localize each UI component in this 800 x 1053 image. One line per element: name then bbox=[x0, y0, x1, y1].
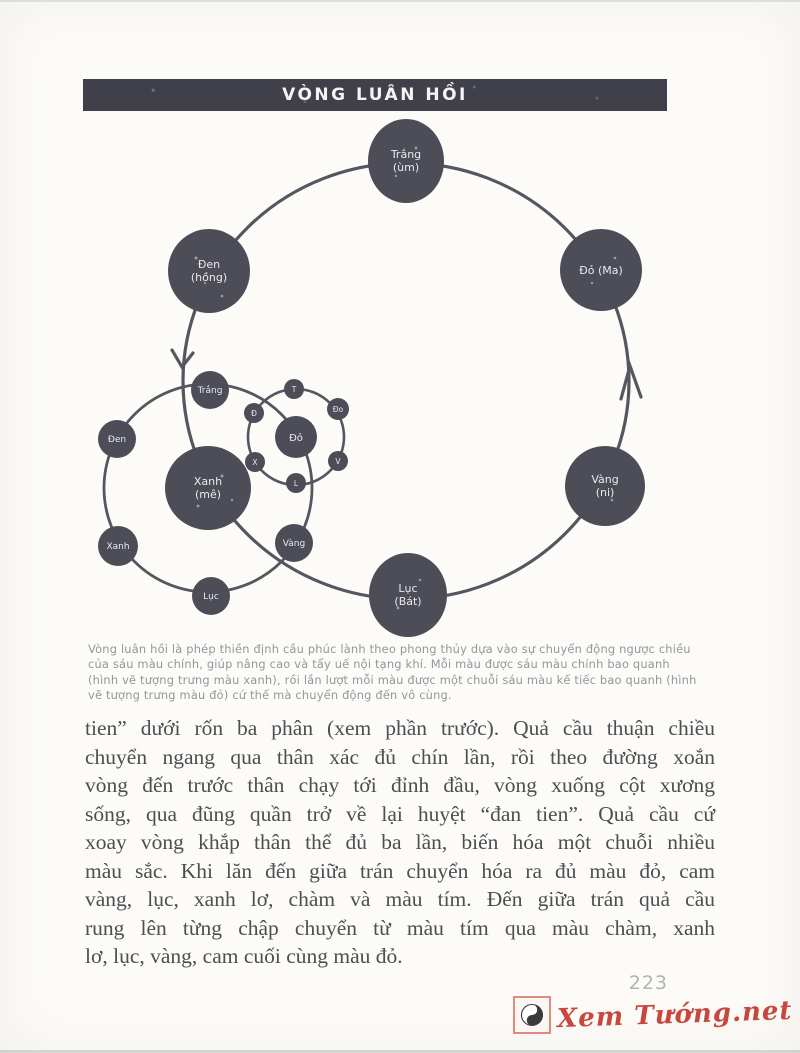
svg-text:X: X bbox=[252, 458, 258, 467]
body-text-line: vòng đến trước thân chạy tới đỉnh đầu, vòng xuống cột xương bbox=[85, 773, 715, 797]
down-arrow-icon bbox=[172, 350, 193, 367]
caption-line: Vòng luân hồi là phép thiền định cầu phúc lành theo phong thủy dựa vào sự chuyển động ngược chiều bbox=[88, 642, 691, 656]
svg-text:Vàng: Vàng bbox=[591, 473, 619, 486]
svg-text:Xanh: Xanh bbox=[106, 542, 130, 552]
satellite-luc bbox=[192, 577, 230, 615]
section-header-bar bbox=[83, 79, 667, 111]
page-title: VÒNG LUÂN HỒI bbox=[282, 85, 468, 105]
yin-yang-icon bbox=[513, 996, 551, 1034]
svg-text:(ni): (ni) bbox=[595, 486, 615, 499]
body-text-line: màu sắc. Khi lăn đến giữa trán chuyển hóa ra đủ màu đỏ, cam bbox=[85, 858, 715, 883]
main-cycle-ring bbox=[183, 163, 629, 599]
svg-text:Đỏ (Ma): Đỏ (Ma) bbox=[579, 264, 623, 277]
page-number: 223 bbox=[628, 972, 668, 994]
svg-text:(Bát): (Bát) bbox=[394, 595, 422, 608]
watermark bbox=[513, 996, 792, 1034]
svg-text:V: V bbox=[335, 457, 341, 466]
svg-text:(ùm): (ùm) bbox=[392, 161, 420, 174]
body-text-line: vàng, lục, xanh lơ, chàm và màu tím. Đến giữa trán quả cầu bbox=[85, 887, 715, 911]
svg-text:T: T bbox=[291, 385, 297, 394]
body-text-line: xoay vòng khắp thân thể đủ ba lần, biến hóa một chuỗi nhiều bbox=[85, 830, 715, 854]
up-arrow-icon bbox=[621, 366, 641, 399]
caption-line: vẽ tượng trưng màu đỏ) cứ thế mà chuyển động đến vô cùng. bbox=[88, 688, 452, 703]
svg-text:Lục: Lục bbox=[203, 592, 219, 602]
svg-text:Lục: Lục bbox=[398, 582, 418, 595]
body-paragraph bbox=[85, 714, 715, 971]
svg-text:Trắng: Trắng bbox=[390, 148, 422, 161]
node-vang-ni bbox=[565, 446, 645, 526]
node-trang-um bbox=[368, 119, 444, 203]
body-text-line: chuyển ngang qua thân xác đủ chín lần, rồi theo đường xoắn bbox=[85, 744, 715, 769]
svg-text:Vàng: Vàng bbox=[282, 539, 306, 549]
svg-text:Đo: Đo bbox=[332, 405, 344, 414]
reincarnation-wheel-diagram bbox=[0, 108, 800, 656]
mini-node-do bbox=[275, 416, 317, 458]
svg-text:(hồng): (hồng) bbox=[190, 271, 228, 284]
mini-satellite-t bbox=[284, 379, 304, 399]
svg-text:Đen: Đen bbox=[107, 435, 127, 445]
satellite-xanh bbox=[98, 526, 138, 566]
svg-text:Trắng: Trắng bbox=[197, 386, 223, 396]
mini-satellite-do bbox=[327, 398, 349, 420]
caption-line: của sáu màu chính, giúp nâng cao và tẩy uế nội tạng khí. Mỗi màu được sáu màu chính bao quanh bbox=[88, 657, 670, 672]
mini-satellite-x bbox=[245, 452, 265, 472]
svg-text:Đỏ: Đỏ bbox=[289, 433, 303, 444]
svg-text:Đen: Đen bbox=[197, 258, 221, 271]
svg-text:Xanh: Xanh bbox=[193, 475, 223, 488]
node-do-ma bbox=[560, 229, 642, 311]
mini-satellite-v bbox=[328, 451, 348, 471]
node-xanh-me bbox=[165, 446, 251, 530]
watermark-text: Xem Tướng.net bbox=[556, 995, 793, 1035]
satellite-den bbox=[98, 420, 136, 458]
body-text-line: rung lên từng chập chuyển từ màu tím qua màu chàm, xanh bbox=[85, 915, 715, 940]
svg-text:Đ: Đ bbox=[251, 409, 257, 418]
body-text-line: lơ, lục, vàng, cam cuối cùng màu đỏ. bbox=[85, 944, 403, 968]
body-text-line: tien” dưới rốn ba phân (xem phần trước). Quả cầu thuận chiều bbox=[85, 716, 715, 740]
figure-caption bbox=[88, 642, 708, 704]
svg-text:L: L bbox=[293, 479, 299, 488]
body-text-line: sống, qua đũng quần trở về lại huyệt “đan tien”. Quả cầu cứ bbox=[85, 801, 715, 826]
mini-satellite-d bbox=[244, 403, 264, 423]
node-den-hong bbox=[168, 229, 250, 313]
satellite-vang bbox=[275, 524, 313, 562]
satellite-trang bbox=[191, 371, 229, 409]
mini-satellite-l bbox=[286, 473, 306, 493]
caption-line: (hình vẽ tượng trưng màu xanh), rồi lần lượt mỗi màu được một chuỗi sáu màu kế tiếc bao quanh (hình bbox=[88, 672, 697, 687]
node-luc-bat bbox=[369, 553, 447, 637]
svg-text:(mê): (mê) bbox=[194, 488, 222, 501]
